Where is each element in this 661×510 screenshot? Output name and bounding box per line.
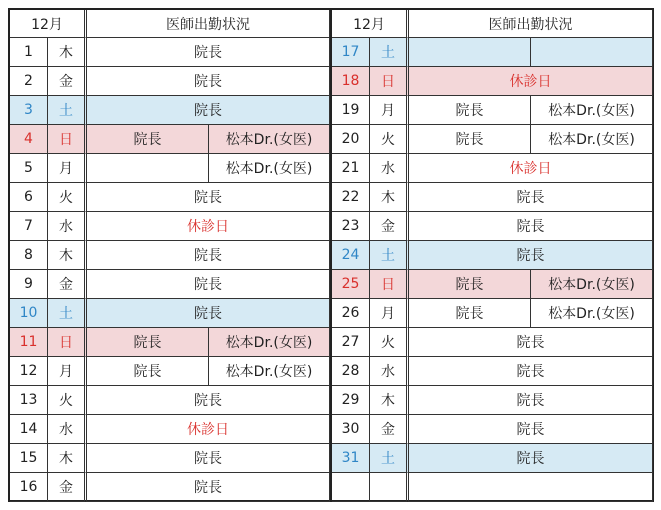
doctor-cell: 院長 [87,38,330,67]
day-cell: 30 [332,415,370,444]
doctor-cell: 院長 [87,241,330,270]
day-cell: 20 [332,125,370,154]
day-cell: 13 [10,386,48,415]
doctor-cell-director: 院長 [87,125,209,154]
day-cell: 3 [10,96,48,125]
day-cell: 4 [10,125,48,154]
doctor-cell: 院長 [409,415,653,444]
day-cell: 27 [332,328,370,357]
closed-day-cell: 休診日 [409,154,653,183]
doctor-cell: 院長 [409,212,653,241]
day-cell: 18 [332,67,370,96]
doctor-cell: 院長 [87,67,330,96]
doctor-cell: 院長 [409,357,653,386]
doctor-cell: 院長 [409,444,653,473]
weekday-cell: 水 [370,357,409,386]
day-cell: 25 [332,270,370,299]
doctor-cell-matsumoto [531,38,653,67]
doctor-cell: 院長 [87,96,330,125]
weekday-cell: 水 [48,415,87,444]
day-cell: 7 [10,212,48,241]
weekday-cell: 月 [370,299,409,328]
day-cell: 8 [10,241,48,270]
weekday-cell: 土 [370,444,409,473]
doctor-cell-matsumoto: 松本Dr.(女医) [531,299,653,328]
weekday-cell: 土 [48,96,87,125]
weekday-cell: 火 [48,183,87,212]
doctor-cell-director: 院長 [409,125,531,154]
doctor-cell: 院長 [87,473,330,502]
weekday-cell: 金 [370,212,409,241]
doctor-cell-matsumoto: 松本Dr.(女医) [209,357,330,386]
day-cell: 26 [332,299,370,328]
day-cell: 24 [332,241,370,270]
weekday-cell: 木 [370,386,409,415]
schedule-sheet [8,8,654,502]
day-cell: 2 [10,67,48,96]
day-cell: 1 [10,38,48,67]
weekday-cell: 金 [48,473,87,502]
doctor-cell-director [409,38,531,67]
doctor-cell-director: 院長 [87,328,209,357]
day-cell: 28 [332,357,370,386]
doctor-cell-director [87,154,209,183]
weekday-cell: 日 [370,270,409,299]
weekday-cell: 火 [370,125,409,154]
day-cell: 15 [10,444,48,473]
doctor-cell-matsumoto: 松本Dr.(女医) [531,96,653,125]
closed-day-cell: 休診日 [87,415,330,444]
header-status: 医師出勤状況 [409,10,653,38]
weekday-cell: 月 [370,96,409,125]
weekday-cell: 土 [370,38,409,67]
day-cell: 22 [332,183,370,212]
weekday-cell: 水 [370,154,409,183]
weekday-cell: 木 [48,444,87,473]
weekday-cell: 水 [48,212,87,241]
weekday-cell: 月 [48,357,87,386]
weekday-cell: 木 [48,38,87,67]
weekday-cell: 金 [48,67,87,96]
doctor-cell-matsumoto: 松本Dr.(女医) [209,328,330,357]
weekday-cell: 日 [48,328,87,357]
doctor-cell-matsumoto: 松本Dr.(女医) [209,154,330,183]
weekday-cell: 金 [370,415,409,444]
day-cell: 29 [332,386,370,415]
weekday-cell: 木 [48,241,87,270]
doctor-cell: 院長 [87,183,330,212]
doctor-cell: 院長 [87,444,330,473]
doctor-cell-matsumoto: 松本Dr.(女医) [209,125,330,154]
day-cell: 16 [10,473,48,502]
doctor-cell: 院長 [87,386,330,415]
doctor-cell: 院長 [409,183,653,212]
header-month: 12月 [10,10,87,38]
doctor-cell: 院長 [409,386,653,415]
weekday-cell: 日 [48,125,87,154]
day-cell: 9 [10,270,48,299]
doctor-cell-matsumoto: 松本Dr.(女医) [531,270,653,299]
doctor-cell: 院長 [409,328,653,357]
day-cell: 17 [332,38,370,67]
weekday-cell: 月 [48,154,87,183]
doctor-cell-director: 院長 [409,299,531,328]
day-cell: 11 [10,328,48,357]
weekday-cell: 火 [370,328,409,357]
doctor-cell-director: 院長 [87,357,209,386]
doctor-cell: 院長 [87,299,330,328]
doctor-cell: 院長 [409,241,653,270]
day-cell: 21 [332,154,370,183]
day-cell: 10 [10,299,48,328]
weekday-cell: 土 [370,241,409,270]
day-cell [332,473,370,502]
day-cell: 19 [332,96,370,125]
weekday-cell: 土 [48,299,87,328]
day-cell: 12 [10,357,48,386]
weekday-cell: 金 [48,270,87,299]
weekday-cell: 日 [370,67,409,96]
weekday-cell [370,473,409,502]
header-status: 医師出勤状況 [87,10,330,38]
day-cell: 23 [332,212,370,241]
header-month: 12月 [332,10,409,38]
closed-day-cell: 休診日 [409,67,653,96]
doctor-cell-director: 院長 [409,270,531,299]
day-cell: 6 [10,183,48,212]
day-cell: 14 [10,415,48,444]
doctor-cell: 院長 [87,270,330,299]
weekday-cell: 木 [370,183,409,212]
doctor-cell [409,473,653,502]
day-cell: 31 [332,444,370,473]
doctor-cell-matsumoto: 松本Dr.(女医) [531,125,653,154]
closed-day-cell: 休診日 [87,212,330,241]
day-cell: 5 [10,154,48,183]
weekday-cell: 火 [48,386,87,415]
doctor-cell-director: 院長 [409,96,531,125]
